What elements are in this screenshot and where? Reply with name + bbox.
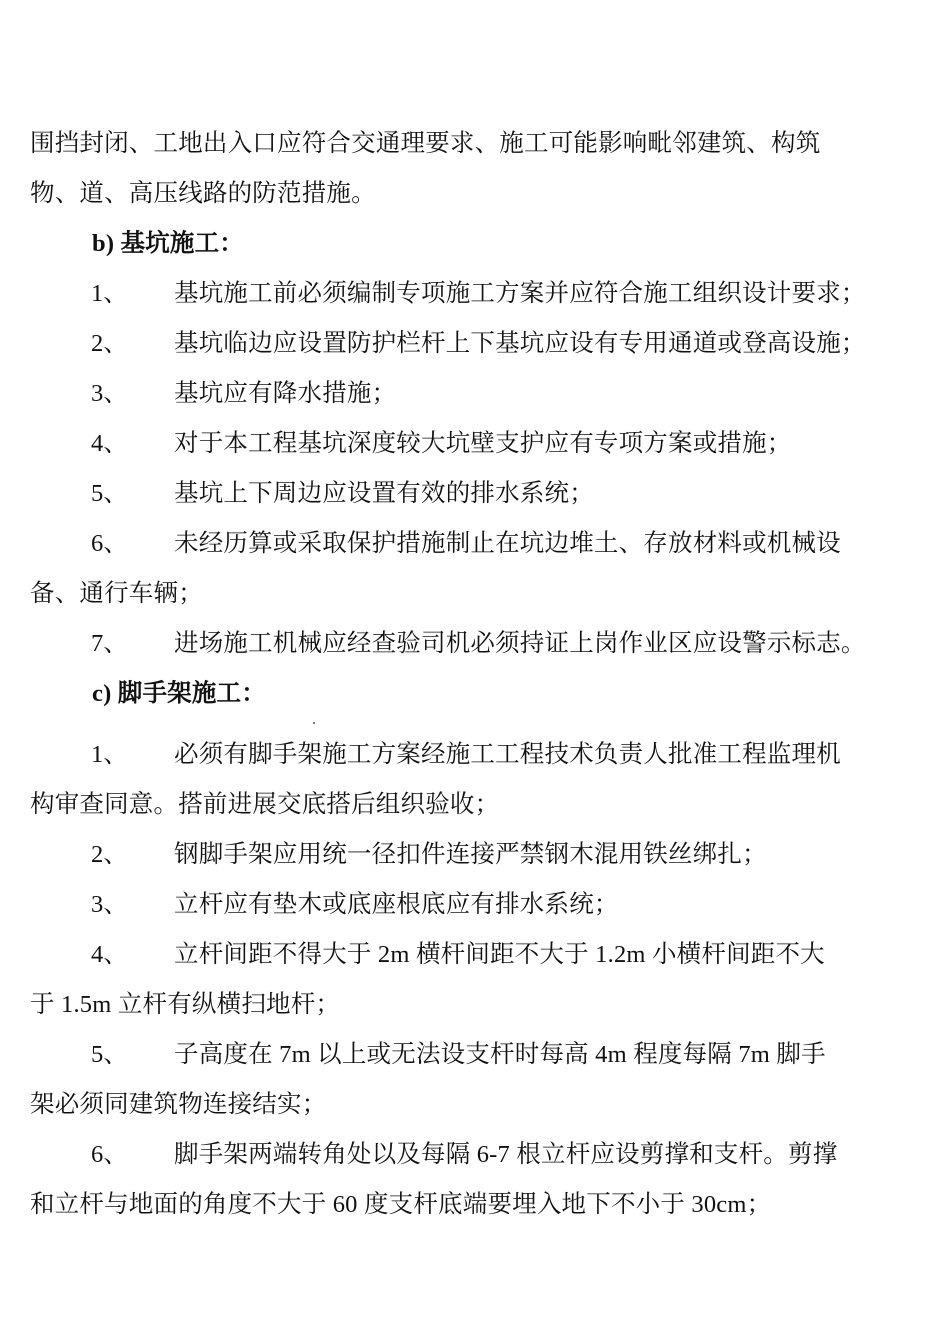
intro-line-2: 物、道、高压线路的防范措施。 (30, 180, 376, 207)
c-item-3-text: 立杆应有垫木或底座根底应有排水系统； (174, 891, 619, 918)
c-item-4-text: 立杆间距不得大于 2m 横杆间距不大于 1.2m 小横杆间距不大 (174, 941, 825, 968)
section-b-heading: b) 基坑施工： (92, 230, 245, 257)
section-c-heading: c) 脚手架施工： (92, 680, 266, 707)
b-item-3-number: 3、 (91, 380, 128, 407)
b-item-5-text: 基坑上下周边应设置有效的排水系统； (174, 480, 594, 507)
b-item-1-text: 基坑施工前必须编制专项施工方案并应符合施工组织设计要求； (174, 280, 866, 307)
c-item-5-number: 5、 (91, 1041, 128, 1068)
c-item-2-number: 2、 (91, 841, 128, 868)
b-item-6-text: 未经历算或采取保护措施制止在坑边堆土、存放材料或机械设 (174, 530, 841, 557)
c-item-5-text: 子高度在 7m 以上或无法设支杆时每高 4m 程度每隔 7m 脚手 (174, 1041, 826, 1068)
b-item-7-number: 7、 (91, 630, 128, 657)
c-item-6-text: 脚手架两端转角处以及每隔 6-7 根立杆应设剪撑和支杆。剪撑 (174, 1141, 838, 1168)
c-item-4-number: 4、 (91, 941, 128, 968)
intro-line-1: 围挡封闭、工地出入口应符合交通理要求、施工可能影响毗邻建筑、构筑 (30, 130, 821, 157)
b-item-2-text: 基坑临边应设置防护栏杆上下基坑应设有专用通道或登高设施； (174, 330, 866, 357)
b-item-4-text: 对于本工程基坑深度较大坑壁支护应有专项方案或措施； (174, 430, 792, 457)
b-item-4-number: 4、 (91, 430, 128, 457)
c-item-1-number: 1、 (91, 741, 128, 768)
c-item-1-continuation: 构审查同意。搭前进展交底搭后组织验收； (30, 791, 500, 818)
b-item-3-text: 基坑应有降水措施； (174, 380, 397, 407)
b-item-6-continuation: 备、通行车辆； (30, 580, 203, 607)
c-item-1-text: 必须有脚手架施工方案经施工工程技术负责人批准工程监理机 (174, 741, 841, 768)
stray-dot (313, 722, 315, 724)
c-item-3-number: 3、 (91, 891, 128, 918)
c-item-2-text: 钢脚手架应用统一径扣件连接严禁钢木混用铁丝绑扎； (174, 841, 767, 868)
c-item-6-number: 6、 (91, 1141, 128, 1168)
b-item-5-number: 5、 (91, 480, 128, 507)
c-item-6-continuation: 和立杆与地面的角度不大于 60 度支杆底端要埋入地下不小于 30cm； (30, 1191, 772, 1218)
b-item-7-text: 进场施工机械应经查验司机必须持证上岗作业区应设警示标志。 (174, 630, 866, 657)
b-item-6-number: 6、 (91, 530, 128, 557)
c-item-4-continuation: 于 1.5m 立杆有纵横扫地杆； (30, 991, 341, 1018)
b-item-1-number: 1、 (91, 280, 128, 307)
b-item-2-number: 2、 (91, 330, 128, 357)
c-item-5-continuation: 架必须同建筑物连接结实； (30, 1091, 327, 1118)
